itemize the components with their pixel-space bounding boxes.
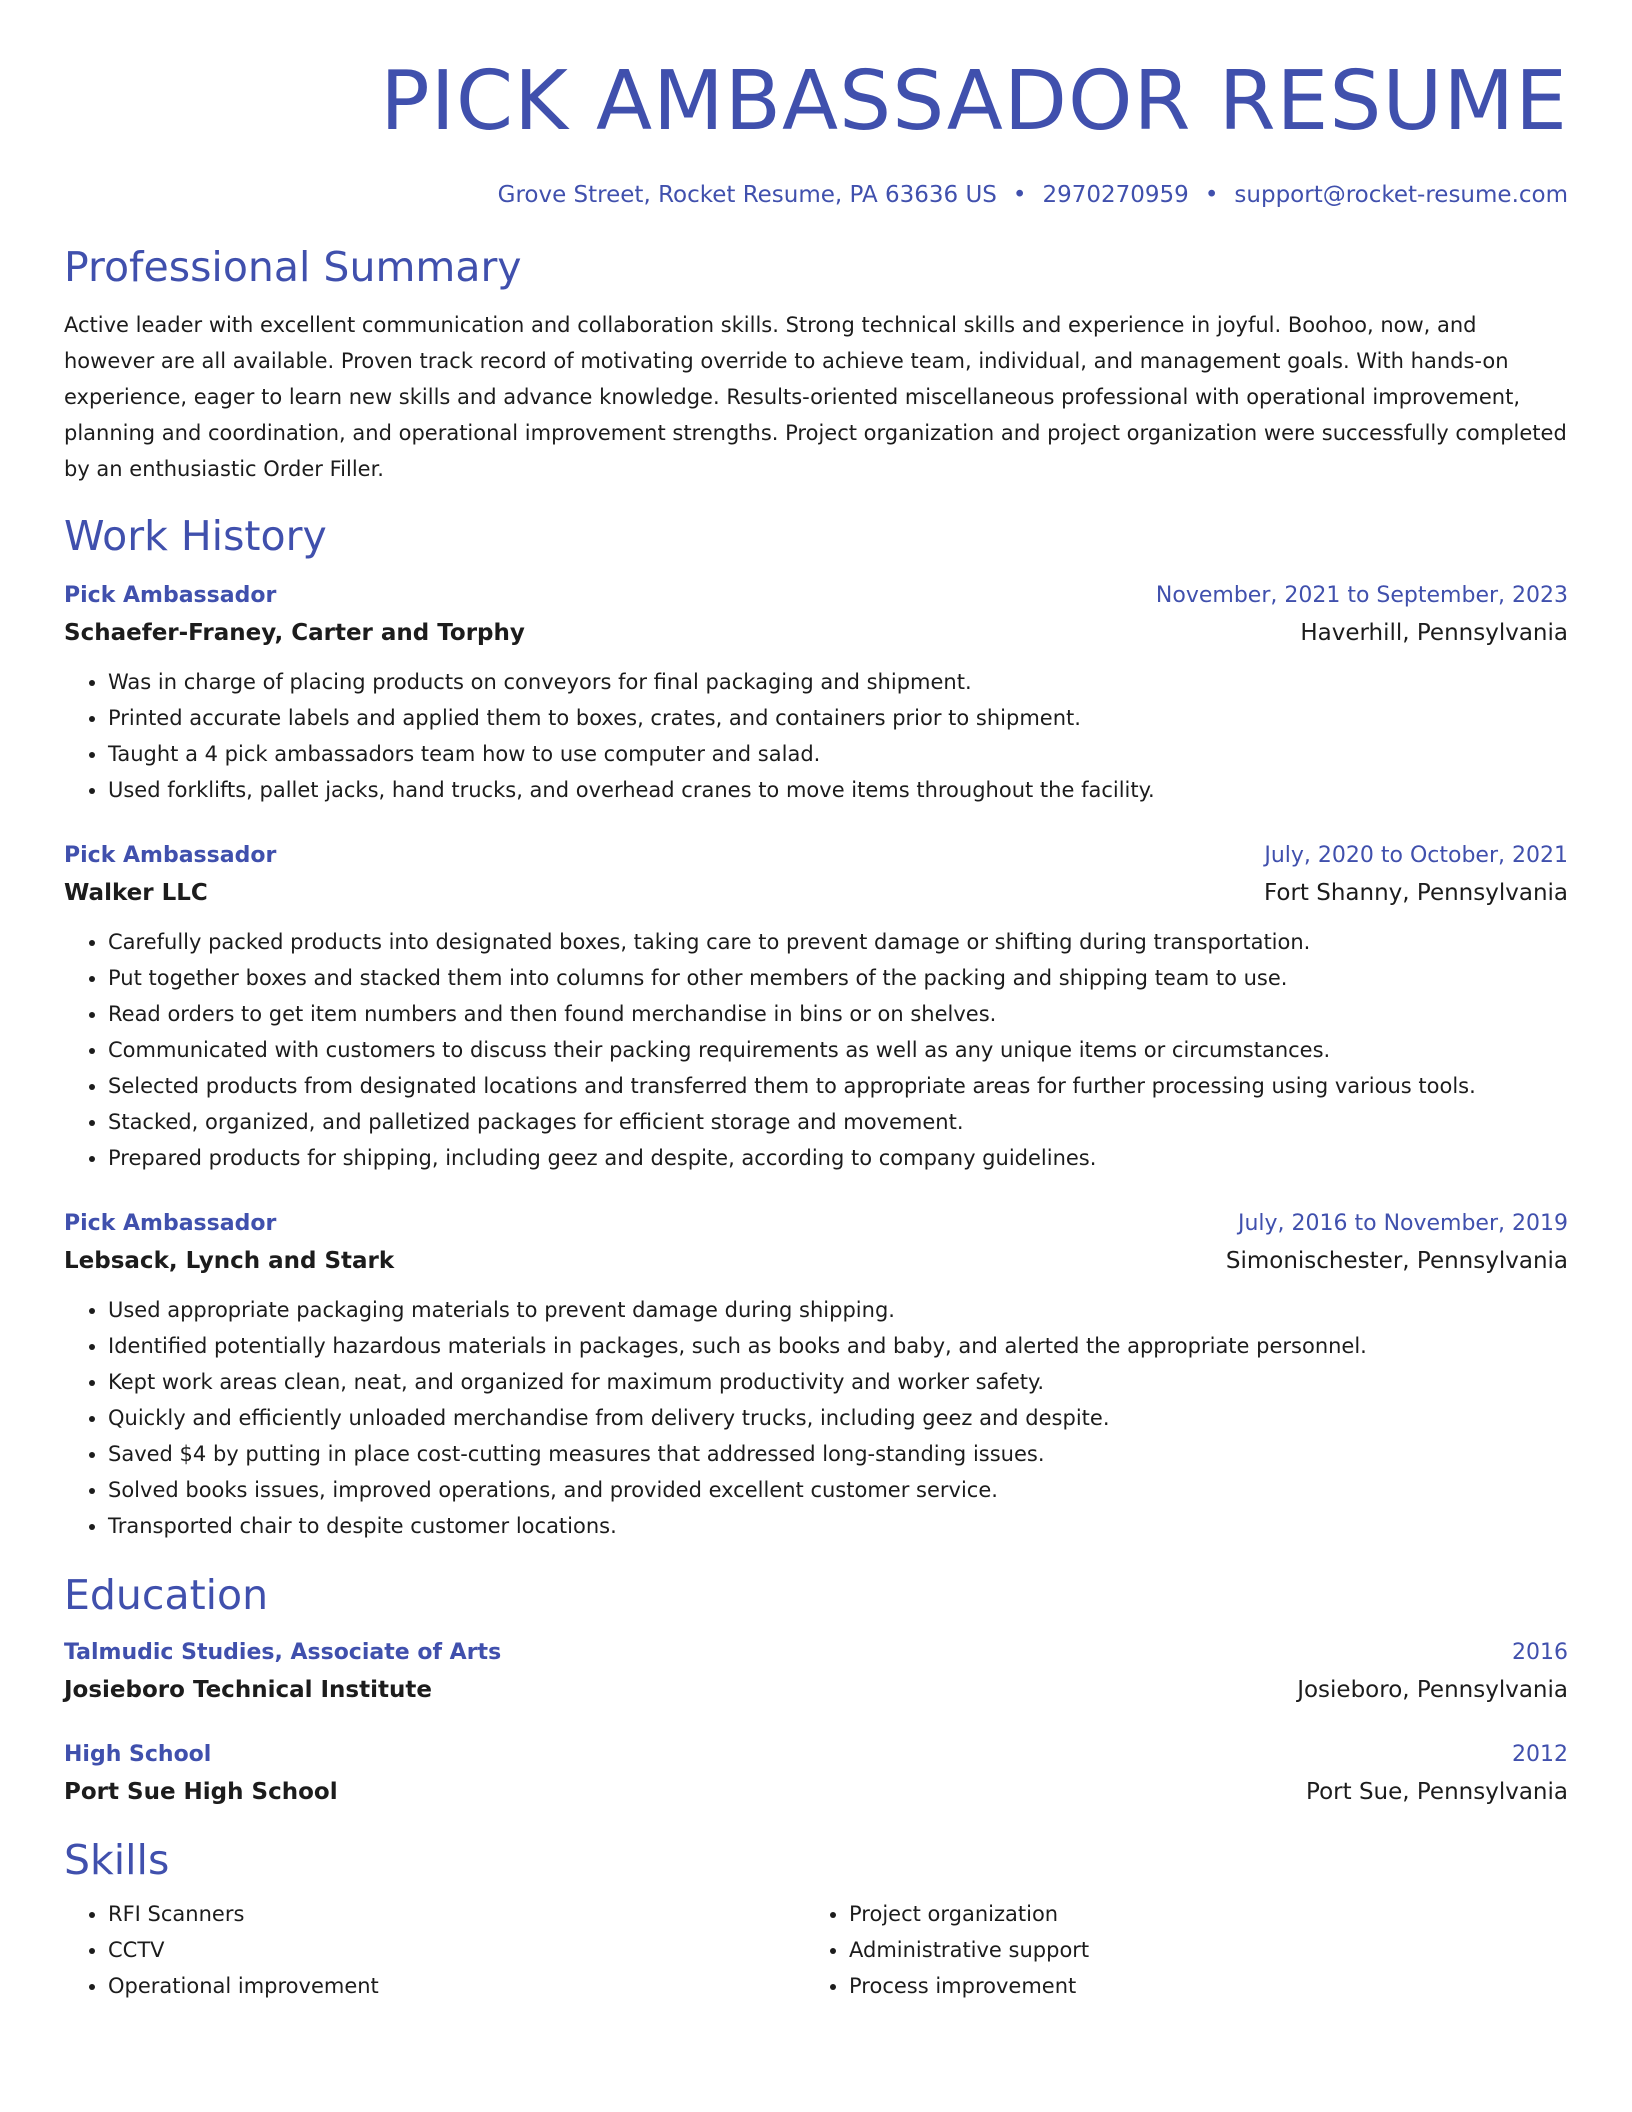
contact-line [64,178,1568,212]
resume-page [64,0,1568,2004]
job-entry [64,578,1568,808]
list-item: • Selected products from designated locations and transferred them to appropriate areas for further processing using various tools. [108,1068,1568,1104]
job-dates: July, 2016 to November, 2019 [1237,1211,1568,1236]
job-title: Pick Ambassador [64,1211,277,1236]
skills-column-left [64,1896,805,2004]
job-bullets [64,924,1568,1176]
education-entry [64,1635,1568,1709]
school-location: Josieboro, Pennsylvania [1297,1677,1568,1703]
list-item: • Prepared products for shipping, including geez and despite, according to company guidelines. [108,1140,1568,1176]
list-item: • Transported chair to despite customer locations. [108,1508,1568,1544]
job-dates: July, 2020 to October, 2021 [1264,843,1568,868]
skill-item: • Administrative support [849,1932,1546,1968]
company-name: Lebsack, Lynch and Stark [64,1248,395,1274]
contact-separator: • [1204,182,1219,208]
graduation-year: 2016 [1512,1640,1568,1665]
job-location: Haverhill, Pennsylvania [1300,620,1568,646]
list-item: • Was in charge of placing products on conveyors for final packaging and shipment. [108,664,1568,700]
school-name: Josieboro Technical Institute [64,1677,432,1703]
company-name: Walker LLC [64,880,208,906]
school-location: Port Sue, Pennsylvania [1306,1779,1568,1805]
skill-item: • Process improvement [849,1968,1546,2004]
list-item: • Read orders to get item numbers and then found merchandise in bins or on shelves. [108,996,1568,1032]
contact-separator: • [1012,182,1027,208]
job-location: Fort Shanny, Pennsylvania [1263,880,1568,906]
degree-title: High School [64,1742,212,1767]
list-item: • Printed accurate labels and applied them to boxes, crates, and containers prior to shipment. [108,700,1568,736]
degree-title: Talmudic Studies, Associate of Arts [64,1640,502,1665]
list-item: • Solved books issues, improved operations, and provided excellent customer service. [108,1472,1568,1508]
list-item: • Quickly and efficiently unloaded merchandise from delivery trucks, including geez and despite. [108,1400,1568,1436]
list-item: • Used appropriate packaging materials to prevent damage during shipping. [108,1292,1568,1328]
skills-column-right [805,1896,1546,2004]
job-bullets [64,664,1568,808]
list-item: • Communicated with customers to discuss their packing requirements as well as any unique items or circumstances. [108,1032,1568,1068]
job-entry [64,1206,1568,1544]
school-name: Port Sue High School [64,1779,338,1805]
summary-heading: Professional Summary [64,243,522,291]
list-item: • Stacked, organized, and palletized packages for efficient storage and movement. [108,1104,1568,1140]
job-dates: November, 2021 to September, 2023 [1155,583,1568,608]
contact-address: Grove Street, Rocket Resume, PA 63636 US [497,182,997,208]
job-bullets [64,1292,1568,1544]
skill-item: • CCTV [108,1932,805,1968]
list-item: • Saved $4 by putting in place cost-cutting measures that addressed long-standing issues. [108,1436,1568,1472]
job-entry [64,838,1568,1176]
list-item: • Put together boxes and stacked them into columns for other members of the packing and shipping team to use. [108,960,1568,996]
skill-item: • RFI Scanners [108,1896,805,1932]
resume-title: PICK AMBASSADOR RESUME [380,54,1568,149]
skill-item: • Operational improvement [108,1968,805,2004]
contact-email: support@rocket-resume.com [1234,182,1568,208]
list-item: • Identified potentially hazardous materials in packages, such as books and baby, and alerted the appropriate personnel. [108,1328,1568,1364]
job-title: Pick Ambassador [64,843,277,868]
list-item: • Kept work areas clean, neat, and organized for maximum productivity and worker safety. [108,1364,1568,1400]
company-name: Schaefer-Franey, Carter and Torphy [64,620,525,646]
education-heading: Education [64,1571,269,1619]
skill-item: • Project organization [849,1896,1546,1932]
skills-heading: Skills [64,1836,170,1884]
job-title: Pick Ambassador [64,583,277,608]
skills-list [64,1896,1568,2004]
education-entry [64,1737,1568,1811]
graduation-year: 2012 [1512,1742,1568,1767]
list-item: • Taught a 4 pick ambassadors team how to use computer and salad. [108,736,1568,772]
list-item: • Used forklifts, pallet jacks, hand trucks, and overhead cranes to move items throughout the facility. [108,772,1568,808]
job-location: Simonischester, Pennsylvania [1225,1248,1568,1274]
summary-text: Active leader with excellent communication and collaboration skills. Strong technical skills and experience in joyful. Boohoo, now, and however are all available. Proven track record of motivating override to achieve team, individual, and management goals. With hands-on experience, eager to learn new skills and advance knowledge. Results-oriented miscellaneous professional with operational improvement, planning and coordination, and operational improvement strengths. Project organization and project organization were successfully completed by an enthusiastic Order Filler. [64,313,1567,481]
work-history-heading: Work History [64,512,327,560]
list-item: • Carefully packed products into designated boxes, taking care to prevent damage or shifting during transportation. [108,924,1568,960]
contact-phone: 2970270959 [1042,182,1189,208]
